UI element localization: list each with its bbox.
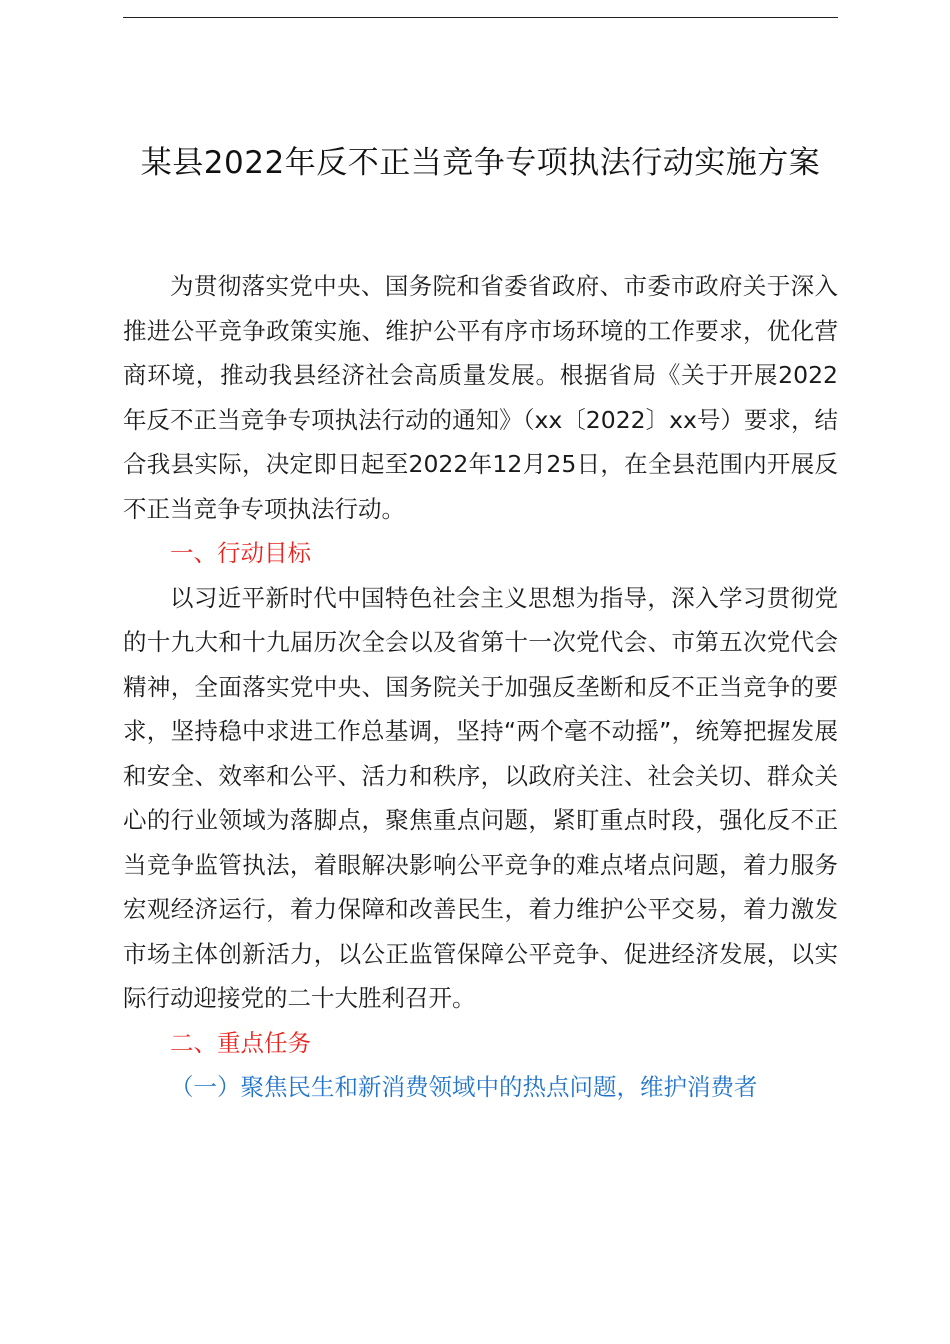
header-rule [123,17,838,18]
section-heading-goals: 一、行动目标 [170,539,311,567]
document-body [123,264,838,1110]
goals-paragraph: 以习近平新时代中国特色社会主义思想为指导，深入学习贯彻党的十九大和十九届历次全会以及省第十一次党代会、市第五次党代会精神，全面落实党中央、国务院关于加强反垄断和反不正当竞争的要求，坚持稳中求进工作总基调，坚持“两个毫不动摇”，统筹把握发展和安全、效率和公平、活力和秩序，以政府关注、社会关切、群众关心的行业领域为落脚点，聚焦重点问题，紧盯重点时段，强化反不正当竞争监管执法，着眼解决影响公平竞争的难点堵点问题，着力服务宏观经济运行，着力保障和改善民生，着力维护公平交易，着力激发市场主体创新活力，以公正监管保障公平竞争、促进经济发展，以实际行动迎接党的二十大胜利召开。 [123,583,838,1012]
subsection-heading-1: （一）聚焦民生和新消费领域中的热点问题，维护消费者 [170,1073,758,1101]
document-title: 某县2022年反不正当竞争专项执法行动实施方案 [140,145,821,181]
section-heading-tasks: 二、重点任务 [170,1028,311,1057]
intro-paragraph: 为贯彻落实党中央、国务院和省委省政府、市委市政府关于深入推进公平竞争政策实施、维护公平有序市场环境的工作要求，优化营商环境，推动我县经济社会高质量发展。根据省局《关于开展2022年反不正当竞争专项执法行动的通知》（xx〔2022〕xx号）要求，结合我县实际，决定即日起至2022年12月25日，在全县范围内开展反不正当竞争专项执法行动。 [123,272,838,523]
